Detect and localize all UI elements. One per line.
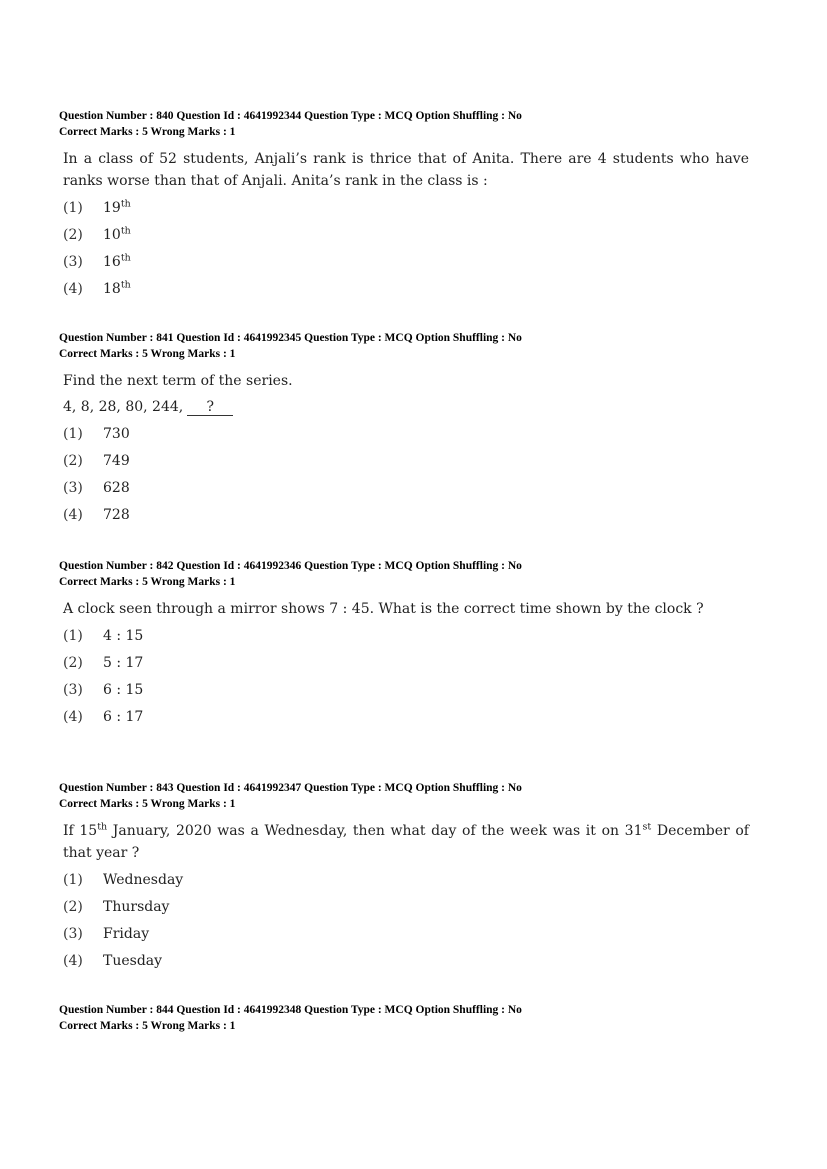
option-4[interactable]: (4) 728 xyxy=(63,507,130,523)
option-1[interactable]: (1) 4 : 15 xyxy=(63,628,144,644)
options-list xyxy=(59,623,749,731)
option-2[interactable]: (2) 749 xyxy=(63,453,130,469)
question-841 xyxy=(59,330,749,529)
series-line xyxy=(59,396,749,418)
series-values: 4, 8, 28, 80, 244, xyxy=(63,399,184,415)
option-4[interactable]: (4) 18th xyxy=(63,279,131,297)
option-2[interactable]: (2) 10th xyxy=(63,225,131,243)
option-1[interactable]: (1) Wednesday xyxy=(63,872,184,888)
option-3[interactable]: (3) 6 : 15 xyxy=(63,682,144,698)
option-4[interactable]: (4) 6 : 17 xyxy=(63,709,144,725)
question-meta: Question Number : 842 Question Id : 4641992346 Question Type : MCQ Option Shuffling : No xyxy=(59,560,522,572)
question-meta: Question Number : 843 Question Id : 4641992347 Question Type : MCQ Option Shuffling : No xyxy=(59,782,522,794)
question-stem: Find the next term of the series. xyxy=(63,373,293,389)
options-list xyxy=(59,195,749,303)
series-blank: ? xyxy=(187,399,233,416)
option-1[interactable]: (1) 19th xyxy=(63,198,131,216)
question-marks: Correct Marks : 5 Wrong Marks : 1 xyxy=(59,798,236,810)
option-4[interactable]: (4) Tuesday xyxy=(63,953,163,969)
question-stem: If 15th January, 2020 was a Wednesday, then what day of the week was it on 31st December of that year ? xyxy=(63,821,749,861)
options-list xyxy=(59,421,749,529)
option-2[interactable]: (2) Thursday xyxy=(63,899,170,915)
option-2[interactable]: (2) 5 : 17 xyxy=(63,655,144,671)
question-marks: Correct Marks : 5 Wrong Marks : 1 xyxy=(59,126,236,138)
question-843 xyxy=(59,780,749,975)
question-meta: Question Number : 841 Question Id : 4641992345 Question Type : MCQ Option Shuffling : No xyxy=(59,332,522,344)
question-meta: Question Number : 840 Question Id : 4641992344 Question Type : MCQ Option Shuffling : No xyxy=(59,110,522,122)
question-meta: Question Number : 844 Question Id : 4641992348 Question Type : MCQ Option Shuffling : No xyxy=(59,1004,522,1016)
question-842 xyxy=(59,558,749,731)
question-marks: Correct Marks : 5 Wrong Marks : 1 xyxy=(59,348,236,360)
question-marks: Correct Marks : 5 Wrong Marks : 1 xyxy=(59,1020,236,1032)
option-3[interactable]: (3) 628 xyxy=(63,480,130,496)
question-stem: In a class of 52 students, Anjali’s rank is thrice that of Anita. There are 4 students who have ranks worse than that of Anjali. Anita’s rank in the class is : xyxy=(63,151,749,189)
option-3[interactable]: (3) 16th xyxy=(63,252,131,270)
options-list xyxy=(59,867,749,975)
option-3[interactable]: (3) Friday xyxy=(63,926,150,942)
question-840 xyxy=(59,108,749,303)
question-844 xyxy=(59,1002,749,1034)
option-1[interactable]: (1) 730 xyxy=(63,426,130,442)
question-stem: A clock seen through a mirror shows 7 : 45. What is the correct time shown by the clock ? xyxy=(63,601,704,617)
question-marks: Correct Marks : 5 Wrong Marks : 1 xyxy=(59,576,236,588)
